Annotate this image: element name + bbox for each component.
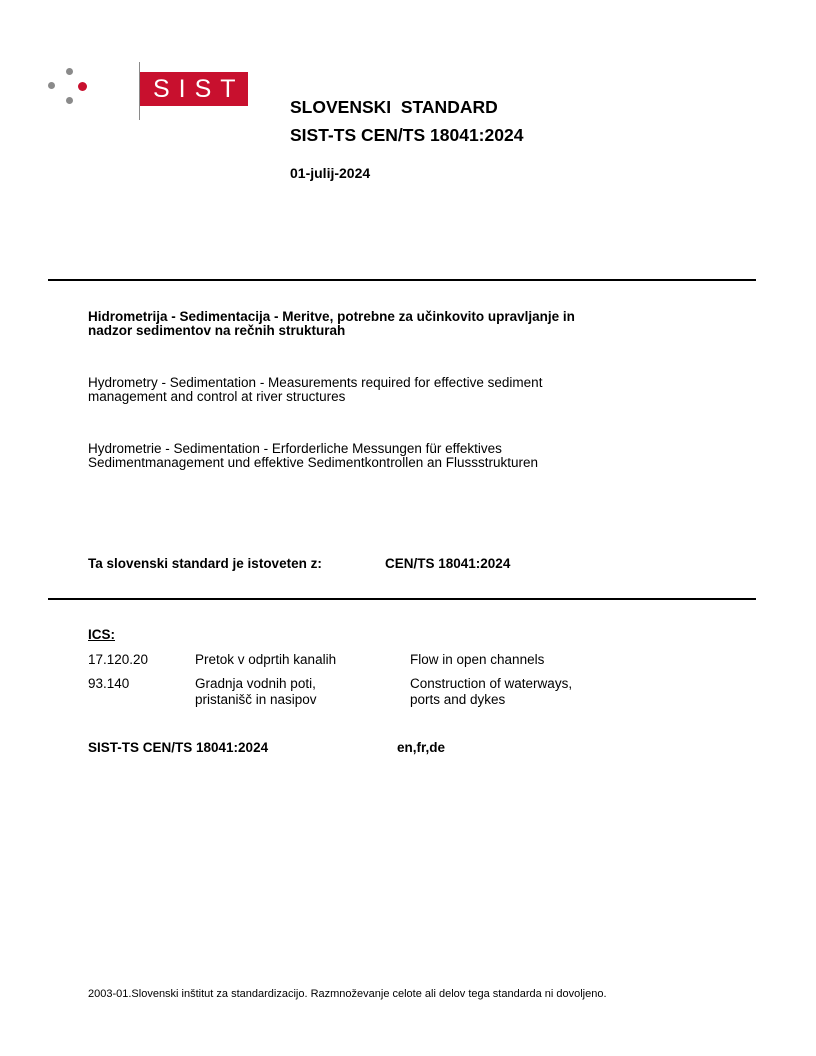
ics-desc-sl: Gradnja vodnih poti, [195,676,316,691]
standard-type: SLOVENSKI STANDARD [290,97,498,117]
title-german [88,442,728,470]
ics-desc-sl: Pretok v odprtih kanalih [195,652,337,667]
title-line: management and control at river structures [88,389,346,404]
title-line: Hydrometrie - Sedimentation - Erforderliche Messungen für effektives [88,441,502,456]
logo-dot-red-icon [78,82,87,91]
standard-reference: SIST-TS CEN/TS 18041:2024 [88,740,269,755]
identical-value: CEN/TS 18041:2024 [385,556,511,571]
title-line: Hidrometrija - Sedimentacija - Meritve, potrebne za učinkovito upravljanje in [88,309,575,324]
logo-dot-icon [66,97,73,104]
ics-desc-sl: pristanišč in nasipov [195,692,317,707]
sist-logo [44,62,245,122]
title-line: Hydrometry - Sedimentation - Measurements required for effective sediment [88,375,543,390]
identical-label: Ta slovenski standard je istoveten z: [88,556,322,571]
logo-dot-icon [48,82,55,89]
divider-top [48,279,756,281]
ics-desc-en: Construction of waterways, [410,676,573,691]
logo-wordmark: SIST [140,72,248,106]
title-line: nadzor sedimentov na rečnih strukturah [88,323,346,338]
divider-middle [48,598,756,600]
title-line: Sedimentmanagement und effektive Sedimentkontrollen an Flussstrukturen [88,455,539,470]
logo-dot-icon [66,68,73,75]
publication-date: 01-julij-2024 [290,165,371,181]
title-slovenian [88,310,728,338]
ics-desc-en: ports and dykes [410,692,506,707]
languages: en,fr,de [397,740,446,755]
standard-code: SIST-TS CEN/TS 18041:2024 [290,125,524,145]
ics-code: 93.140 [88,676,130,691]
document-header [290,95,523,181]
ics-desc-en: Flow in open channels [410,652,545,667]
ics-heading: ICS: [88,627,115,642]
ics-code: 17.120.20 [88,652,149,667]
title-english [88,376,728,404]
copyright-footer: 2003-01.Slovenski inštitut za standardizacijo. Razmnoževanje celote ali delov tega standarda ni dovoljeno. [88,988,607,1000]
